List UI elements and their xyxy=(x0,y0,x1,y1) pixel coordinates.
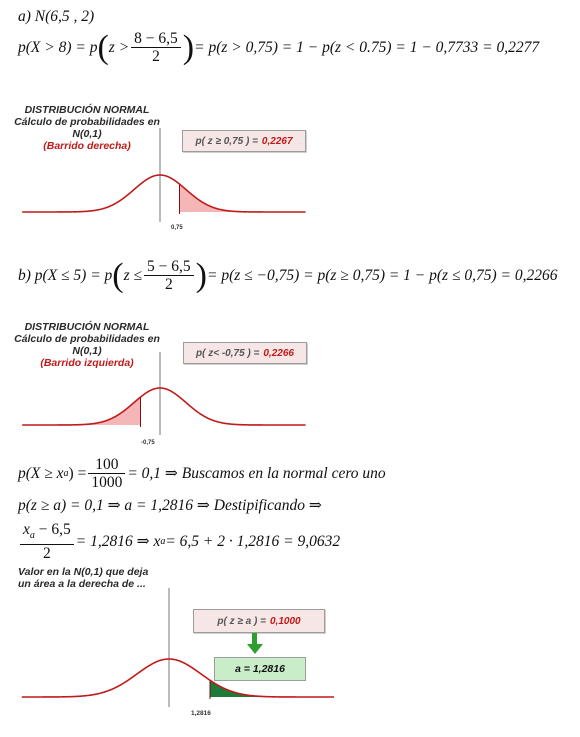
part-a-tick-label: 0,75 xyxy=(171,225,183,231)
shaded-area xyxy=(210,680,334,697)
part-c-normal-curve xyxy=(14,588,334,716)
panel-mode: (Barrido derecha) xyxy=(43,140,131,152)
part-a-equation: p(X > 8) = p ( z > $\frac{8 - 6,5}{2}$ ) = p(z > 0,75) = 1 − p(z < 0.75) = 1 − 0,7733 = 0,2277 xyxy=(18,28,540,66)
part-b-frac-den: 2 xyxy=(164,276,173,293)
part-a-rhs: = p(z > 0,75) = 1 − p(z < 0.75) = 1 − 0,7733 = 0,2277 xyxy=(194,38,540,56)
panel-title-line3: N(0,1) xyxy=(72,128,102,140)
part-b-z-prefix: z ≤ xyxy=(123,266,143,284)
density-curve xyxy=(22,659,334,697)
line3-sub: a xyxy=(160,536,166,548)
part-b-lhs: b) p(X ≤ 5) = p xyxy=(18,266,113,284)
panel-title-line1: Valor en la N(0,1) que deja xyxy=(18,566,149,578)
part-a-z-prefix: z > xyxy=(108,38,130,56)
panel-title-line3: N(0,1) xyxy=(72,345,102,357)
part-c-tick-label: 1,2816 xyxy=(191,710,211,717)
panel-title-line1: DISTRIBUCIÓN NORMAL xyxy=(24,104,150,116)
panel-title-line1: DISTRIBUCIÓN NORMAL xyxy=(24,321,150,333)
line1-lhs: p(X ≥ x xyxy=(18,464,64,482)
line1-sub: a xyxy=(63,468,69,479)
part-c-line2: p(z ≥ a) = 0,1 ⇒ a = 1,2816 ⇒ Destipificando ⇒ xyxy=(18,497,322,514)
line1-frac-den: 1000 xyxy=(91,474,123,491)
part-b-rhs: = p(z ≤ −0,75) = p(z ≥ 0,75) = 1 − p(z ≤ 0,75) = 0,2266 xyxy=(207,266,558,284)
probability-label: p( z ≥ a ) = xyxy=(217,615,266,627)
part-b-equation: b) p(X ≤ 5) = p ( z ≤ $\frac{5 - 6,5}{2}$ ) = p(z ≤ −0,75) = p(z ≥ 0,75) = 1 − p(z ≤ 0,75) = 0,2266 xyxy=(18,256,558,294)
probability-value: 0,1000 xyxy=(269,615,301,627)
part-b-tick-label: -0,75 xyxy=(141,440,155,446)
line3-num-x: x xyxy=(23,521,30,538)
probability-value: 0,2267 xyxy=(261,135,293,147)
part-a-frac-den: 2 xyxy=(152,48,160,65)
shaded-area xyxy=(180,184,306,212)
part-a-heading: a) N(6,5 , 2) xyxy=(18,8,95,25)
part-c-line3 xyxy=(18,521,340,562)
probability-label: p( z< -0,75 ) = xyxy=(196,347,260,359)
part-a-normal-curve xyxy=(14,100,314,235)
panel-title-line2: Cálculo de probabilidades en xyxy=(14,116,160,128)
line3-num-sub: a xyxy=(29,530,35,542)
part-a-frac-num: 8 − 6,5 xyxy=(131,30,181,48)
panel-mode: (Barrido izquierda) xyxy=(40,357,134,369)
probability-value: 0,2266 xyxy=(263,347,294,359)
line3-rhs: = 6,5 + 2 · 1,2816 = 9,0632 xyxy=(165,532,341,550)
line3-num-rest: − 6,5 xyxy=(34,521,71,538)
part-c-line1: p(X ≥ x a ) = $\frac{100}{1000}$ = 0,1 ⇒ Buscamos en la normal cero uno xyxy=(18,456,386,491)
panel-title-line2: Cálculo de probabilidades en xyxy=(14,333,160,345)
density-curve xyxy=(22,388,305,425)
line1-rhs: = 0,1 ⇒ Buscamos en la normal cero uno xyxy=(127,465,386,482)
probability-label: p( z ≥ 0,75 ) = xyxy=(195,135,258,147)
part-b-normal-curve xyxy=(14,320,314,450)
density-curve xyxy=(22,175,305,212)
line1-frac-num: 100 xyxy=(88,456,125,474)
part-c-result-box: a = 1,2816 xyxy=(214,657,306,681)
part-b-frac-num: 5 − 6,5 xyxy=(144,258,194,276)
part-a-lhs: p(X > 8) = p xyxy=(18,38,98,56)
part-c-panel-title xyxy=(18,566,148,590)
line3-den: 2 xyxy=(43,545,51,563)
line3-mid: = 1,2816 ⇒ x xyxy=(75,533,161,551)
panel-title-line2: un área a la derecha de ... xyxy=(18,578,146,590)
